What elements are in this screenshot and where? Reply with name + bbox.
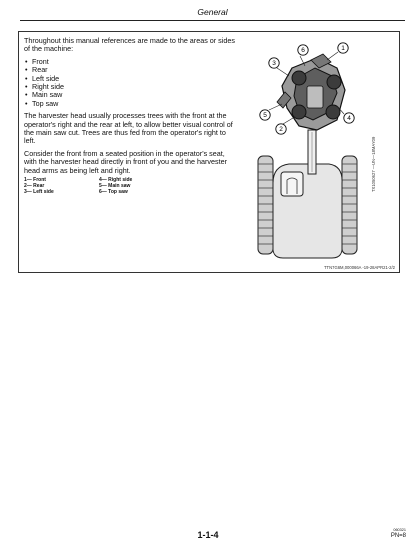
harvester-head [277,54,345,130]
sides-list [24,58,239,108]
machine-body [273,164,342,258]
legend-item: 1— Front [24,177,46,183]
callout-1 [338,43,348,53]
svg-text:6: 6 [301,47,305,55]
right-track [342,156,357,254]
boom [308,130,316,174]
processing-paragraph: The harvester head usually processes trees with the front at the operator's right and the rear at left, to allow better visual control of the main saw cut. Trees are thus fed from the operator's right to left. [24,111,233,146]
svg-text:2: 2 [279,126,283,134]
left-track [258,156,273,254]
callout-4 [344,113,354,123]
figure-legend [24,177,174,195]
page-number: 1-1-4 [197,530,219,540]
svg-text:3: 3 [272,60,276,68]
legend-item: 2— Rear [24,183,45,189]
callout-6 [298,45,308,55]
figure-code: TX1050627 —UN—18MAY09 [371,136,376,192]
callout-5 [260,110,270,120]
svg-text:5: 5 [263,112,267,120]
svg-text:1: 1 [341,45,345,53]
content-box [18,31,400,273]
callout-3 [269,58,279,68]
legend-item: 4— Right side [99,177,133,183]
position-paragraph: Consider the front from a seated position in the operator's seat, with the harvester head directly in front of you and the harvester head arms as being left and right. [24,148,227,175]
svg-text:4: 4 [347,115,351,123]
legend-item: 6— Top saw [99,189,128,195]
list-item: • Main saw [24,91,239,99]
harvester-figure [237,38,387,266]
document-reference: TTN7G6M,000066A -19-28APR21-2/2 [324,265,395,270]
footer-codes [391,528,406,539]
text-column [24,37,239,179]
footer-pn-code: PN=8 [390,533,406,539]
legend-item: 5— Main saw [99,183,131,189]
intro-paragraph: Throughout this manual references are made to the areas or sides of the machine: [24,36,235,54]
list-item: • Rear [24,66,239,74]
footer-small-code: 060321 [393,528,406,532]
list-item: • Left side [24,75,239,83]
page-header [20,6,405,21]
section-title: General [197,7,228,17]
list-item: • Top saw [24,100,239,108]
legend-item: 3— Left side [24,189,54,195]
callout-2 [276,124,286,134]
list-item: • Front [24,58,239,66]
list-item: • Right side [24,83,239,91]
